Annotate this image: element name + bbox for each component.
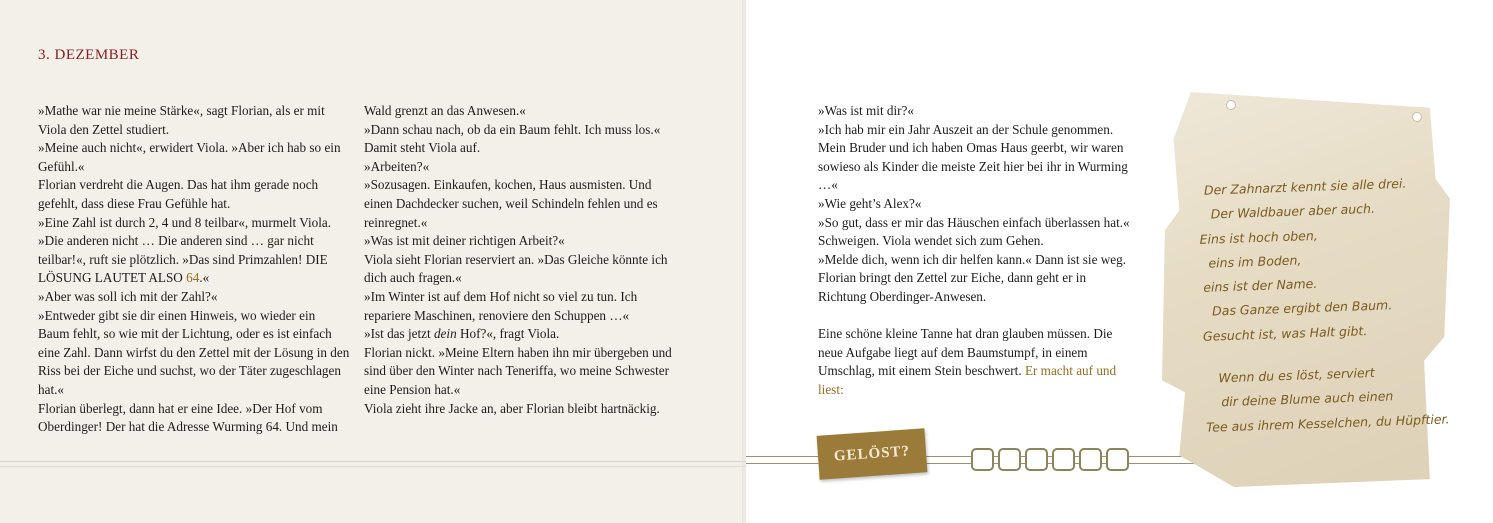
paragraph: »Im Winter ist auf dem Hof nicht so viel zu tun. Ich repariere Maschinen, renoviere den Schuppen …«	[364, 288, 638, 323]
paragraph-text: .«	[199, 270, 210, 286]
riddle-line: Das Ganze ergibt den Baum.	[1211, 297, 1393, 320]
paragraph: »Entweder gibt sie dir einen Hinweis, wo wieder ein Baum fehlt, so wie mit der Lichtung, oder es ist einfach eine Zahl. Dann wirfst du den Zettel mit der Lösung in den Riss bei der Eiche und suchst, wo der Täter zugeschlagen hat.«	[38, 307, 350, 397]
answer-box[interactable]	[1079, 448, 1102, 471]
paragraph: »Dann schau nach, ob da ein Baum fehlt. Ich muss los.« Damit steht Viola auf.	[364, 121, 661, 156]
answer-box[interactable]	[1052, 448, 1075, 471]
answer-boxes	[971, 448, 1129, 471]
paragraph: Florian nickt. »Meine Eltern haben ihn mir übergeben und sind über den Winter nach Teneriffa, wo meine Schwester eine Pension hat.«	[364, 344, 672, 397]
paragraph: »Was ist mit deiner richtigen Arbeit?«	[364, 233, 565, 249]
riddle-line: Der Zahnarzt kennt sie alle drei.	[1203, 175, 1407, 198]
riddle-line: Gesucht ist, was Halt gibt.	[1202, 322, 1368, 344]
text-column-1	[38, 102, 350, 437]
paragraph	[364, 325, 676, 344]
riddle-line: Tee aus ihrem Kesselchen, du Hüpftier.	[1205, 410, 1450, 435]
paragraph-text: »Ist das jetzt	[364, 326, 434, 342]
paragraph: Viola zieht ihre Jacke an, aber Florian bleibt hartnäckig.	[364, 400, 660, 416]
paper-hole	[1412, 112, 1422, 122]
text-column-3	[818, 102, 1130, 400]
emphasis: dein	[433, 326, 457, 342]
paragraph: »So gut, dass er mir das Häuschen einfach überlassen hat.« Schweigen. Viola wendet sich zum Gehen.	[818, 214, 1130, 249]
paragraph: Florian verdreht die Augen. Das hat ihm gerade noch gefehlt, dass diese Frau Gefühle hat.	[38, 177, 319, 211]
paragraph: »Arbeiten?«	[364, 158, 430, 174]
text-column-2	[364, 102, 676, 418]
highlighted-text: Er macht auf und liest:	[818, 363, 1117, 397]
paragraph: »Melde dich, wenn ich dir helfen kann.« Dann ist sie weg. Florian bringt den Zettel zur Eiche, dann geht er in Richtung Oberdinger-Anwesen.	[818, 251, 1126, 304]
paragraph: »Ich hab mir ein Jahr Auszeit an der Schule genommen. Mein Bruder und ich haben Omas Haus geerbt, wir waren sowieso als Kinder die meiste Zeit hier bei ihr in Wurming …«	[818, 121, 1128, 193]
paragraph-gap	[818, 307, 1130, 326]
riddle-text	[1184, 171, 1450, 441]
paragraph-text: Eine schöne kleine Tanne hat dran glauben müssen. Die neue Aufgabe liegt auf dem Baumstumpf, in einem Umschlag, mit einem Stein beschwert.	[818, 326, 1113, 379]
riddle-line: Wenn du es löst, serviert	[1218, 364, 1375, 386]
riddle-line: Eins ist hoch oben,	[1199, 227, 1318, 247]
solution-number: 64	[186, 270, 200, 286]
paragraph-text: Hof?«, fragt Viola.	[456, 326, 560, 342]
paragraph: Viola sieht Florian reserviert an. »Das Gleiche könnte ich dich auch fragen.«	[364, 251, 668, 286]
divider-line	[0, 461, 746, 462]
paragraph: »Eine Zahl ist durch 2, 4 und 8 teilbar«, murmelt Viola.	[38, 214, 332, 230]
paragraph: Florian überlegt, dann hat er eine Idee. »Der Hof vom Oberdinger! Der hat die Adresse Wurming 64. Und mein	[38, 400, 338, 435]
paragraph: Wald grenzt an das Anwesen.«	[364, 103, 526, 118]
answer-box[interactable]	[1106, 448, 1129, 471]
answer-box[interactable]	[971, 448, 994, 471]
answer-box[interactable]	[998, 448, 1021, 471]
solved-tag	[817, 428, 928, 479]
solved-label: GELÖST?	[833, 442, 911, 465]
divider-line	[0, 466, 746, 467]
paragraph: »Sozusagen. Einkaufen, kochen, Haus ausmisten. Und einen Dachdecker suchen, weil Schindeln fehlen und es reinregnet.«	[364, 177, 658, 230]
paragraph: »Meine auch nicht«, erwidert Viola. »Aber ich hab so ein Gefühl.«	[38, 140, 341, 174]
riddle-line: Der Waldbauer aber auch.	[1210, 201, 1376, 222]
paragraph: »Wie geht’s Alex?«	[818, 195, 922, 211]
paragraph: »Mathe war nie meine Stärke«, sagt Florian, als er mit Viola den Zettel studiert.	[38, 103, 325, 137]
answer-box[interactable]	[1025, 448, 1048, 471]
paragraph	[818, 325, 1130, 399]
paragraph: »Was ist mit dir?«	[818, 103, 915, 118]
riddle-line: eins im Boden,	[1208, 252, 1302, 271]
paragraph	[38, 232, 350, 288]
chapter-heading: 3. DEZEMBER	[38, 47, 140, 63]
riddle-line: dir deine Blume auch einen	[1221, 388, 1394, 410]
paragraph: »Aber was soll ich mit der Zahl?«	[38, 288, 218, 304]
paragraph-text: »Die anderen nicht … Die anderen sind … gar nicht teilbar!«, ruft sie plötzlich. »Das sind Primzahlen! DIE LÖSUNG LAUTET ALSO	[38, 233, 328, 286]
riddle-line: eins ist der Name.	[1203, 276, 1318, 296]
paper-hole	[1226, 100, 1236, 110]
book-gutter	[742, 0, 750, 523]
